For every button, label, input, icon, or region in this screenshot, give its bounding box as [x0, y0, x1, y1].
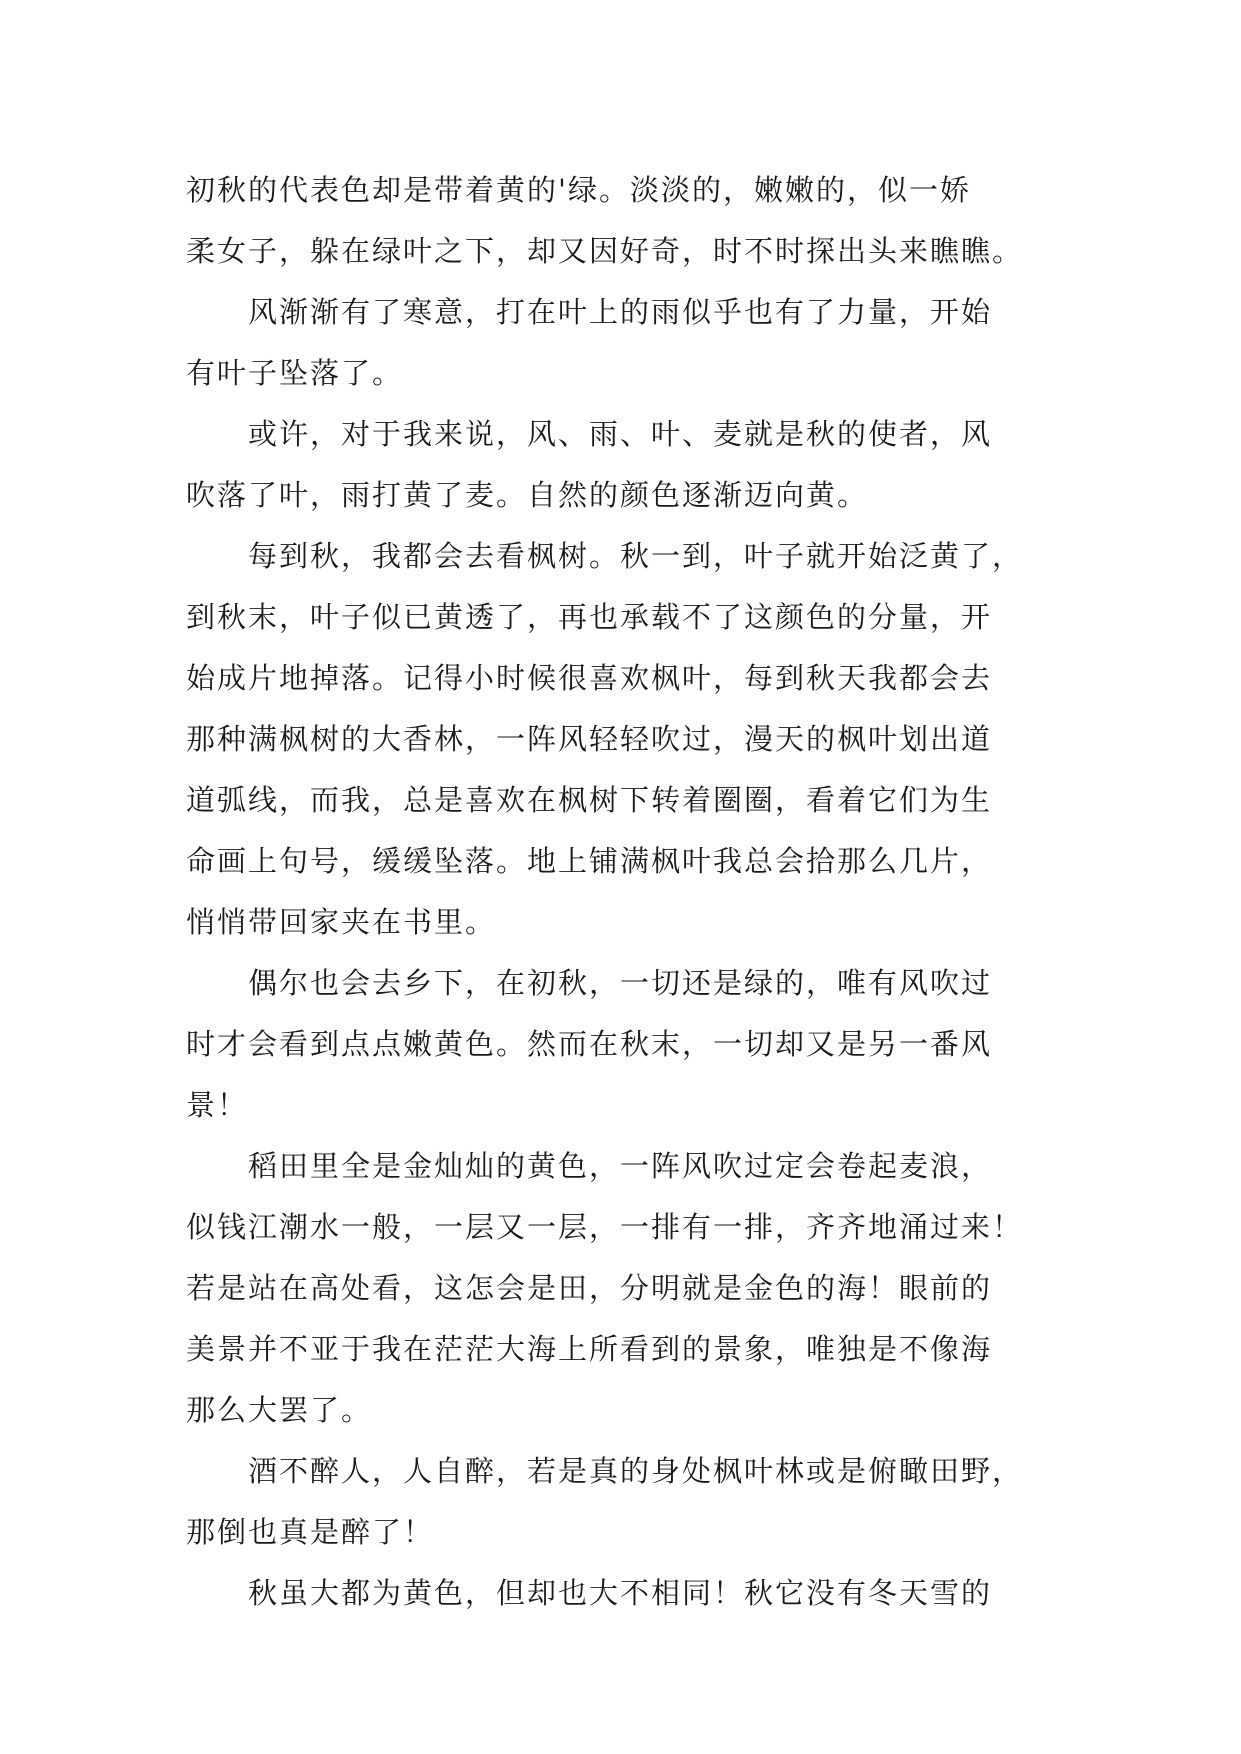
text-line: 美景并不亚于我在茫茫大海上所看到的景象，唯独是不像海: [186, 1332, 993, 1366]
text-line: 有叶子坠落了。: [186, 356, 404, 390]
text-line: 景！: [186, 1088, 249, 1122]
text-line: 吹落了叶，雨打黄了麦。自然的颜色逐渐迈向黄。: [186, 478, 869, 512]
text-line: 那种满枫树的大香林，一阵风轻轻吹过，漫天的枫叶划出道: [186, 722, 993, 756]
paragraph-start-line: 或许，对于我来说，风、雨、叶、麦就是秋的使者，风: [248, 417, 993, 451]
paragraph-start-line: 稻田里全是金灿灿的黄色，一阵风吹过定会卷起麦浪，: [248, 1149, 993, 1183]
text-line: 悄悄带回家夹在书里。: [186, 905, 497, 939]
text-line: 似钱江潮水一般，一层又一层，一排有一排，齐齐地涌过来！: [186, 1210, 1024, 1244]
text-line: 那倒也真是醉了！: [186, 1515, 435, 1549]
text-line: 初秋的代表色却是带着黄的'绿。淡淡的，嫩嫩的，似一娇: [186, 173, 971, 207]
text-line: 若是站在高处看，这怎会是田，分明就是金色的海！眼前的: [186, 1271, 993, 1305]
text-line: 那么大罢了。: [186, 1393, 373, 1427]
paragraph-start-line: 秋虽大都为黄色，但却也大不相同！秋它没有冬天雪的: [248, 1576, 993, 1610]
text-line: 到秋末，叶子似已黄透了，再也承载不了这颜色的分量，开: [186, 600, 993, 634]
paragraph-start-line: 每到秋，我都会去看枫树。秋一到，叶子就开始泛黄了，: [248, 539, 1024, 573]
text-line: 柔女子，躲在绿叶之下，却又因好奇，时不时探出头来瞧瞧。: [186, 234, 1024, 268]
paragraph-start-line: 偶尔也会去乡下，在初秋，一切还是绿的，唯有风吹过: [248, 966, 993, 1000]
text-line: 道弧线，而我，总是喜欢在枫树下转着圈圈，看着它们为生: [186, 783, 993, 817]
paragraph-start-line: 酒不醉人，人自醉，若是真的身处枫叶林或是俯瞰田野，: [248, 1454, 1024, 1488]
text-line: 命画上句号，缓缓坠落。地上铺满枫叶我总会拾那么几片，: [186, 844, 993, 878]
body-text: [186, 160, 1066, 1624]
text-line: 时才会看到点点嫩黄色。然而在秋末，一切却又是另一番风: [186, 1027, 993, 1061]
text-line: 始成片地掉落。记得小时候很喜欢枫叶，每到秋天我都会去: [186, 661, 993, 695]
paragraph-start-line: 风渐渐有了寒意，打在叶上的雨似乎也有了力量，开始: [248, 295, 993, 329]
